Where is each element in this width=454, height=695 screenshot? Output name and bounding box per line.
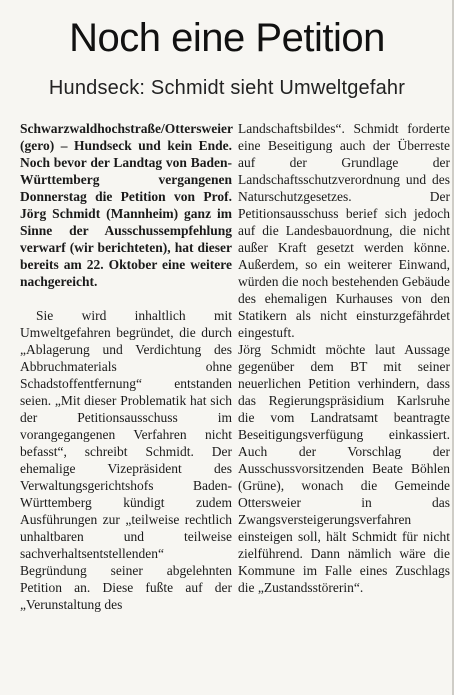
body-paragraph-1-continued: Landschaftsbildes“. Schmidt forderte eine Beseitigung auch der Überreste auf der Grundlage der Landschaftsschutzverordnung und des Naturschutzgesetzes. Der Petitionsausschuss berief sich jedoch auf die Landesbauordnung, die nicht außer Kraft gesetzt werden könne. Außerdem, so ein weiterer Einwand, würden die noch bestehenden Gebäude des ehemaligen Kurhauses von den Statikern als nicht einsturzgefährdet eingestuft. [238,121,450,340]
article-column-left [20,120,232,613]
body-paragraph-2: Jörg Schmidt möchte laut Aussage gegenüber dem BT mit seiner neuerlichen Petition verhindern, dass das Regierungspräsidium Karlsruhe die vom Landratsamt beantragte Beseitigungsverfügung einkassiert. Auch der Vorschlag der Ausschussvorsitzenden Beate Böhlen (Grüne), wonach die Gemeinde Ottersweier in das Zwangsversteigerungsverfahren einsteigen soll, hält Schmidt für nicht zielführend. Dann nämlich wäre die Kommune im Falle eines Zuschlags die „Zustandsstörerin“. [238,342,450,595]
lead-paragraph: Schwarzwaldhochstraße/Ottersweier (gero) – Hundseck und kein Ende. Noch bevor der Landtag von Baden-Württemberg vergangenen Donnerstag die Petition von Prof. Jörg Schmidt (Mannheim) ganz im Sinne der Ausschussempfehlung verwarf (wir berichteten), hat dieser bereits am 22. Oktober eine weitere nachgereicht. [20,121,233,289]
article-column-right [238,120,450,596]
headline: Noch eine Petition [69,16,385,60]
subheadline: Hundseck: Schmidt sieht Umweltgefahr [48,77,406,99]
body-paragraph-1: Sie wird inhaltlich mit Umweltgefahren begründet, die durch „Ablagerung und Verdichtung des Abbruchmaterials ohne Schadstoffentfernung“ entstanden seien. „Mit dieser Problematik hat sich der Petitionsausschuss im vorangegangenen Verfahren nicht befasst“, schreibt Schmidt. Der ehemalige Vizepräsident des Verwaltungsgerichtshofs Baden-Württemberg kündigt zudem Ausführungen zur „teilweise rechtlich unhaltbaren und teilweise sachverhaltsentstellenden“ Begründung seiner abgelehnten Petition an. Diese fußte auf der „Verunstaltung des [20,308,232,612]
